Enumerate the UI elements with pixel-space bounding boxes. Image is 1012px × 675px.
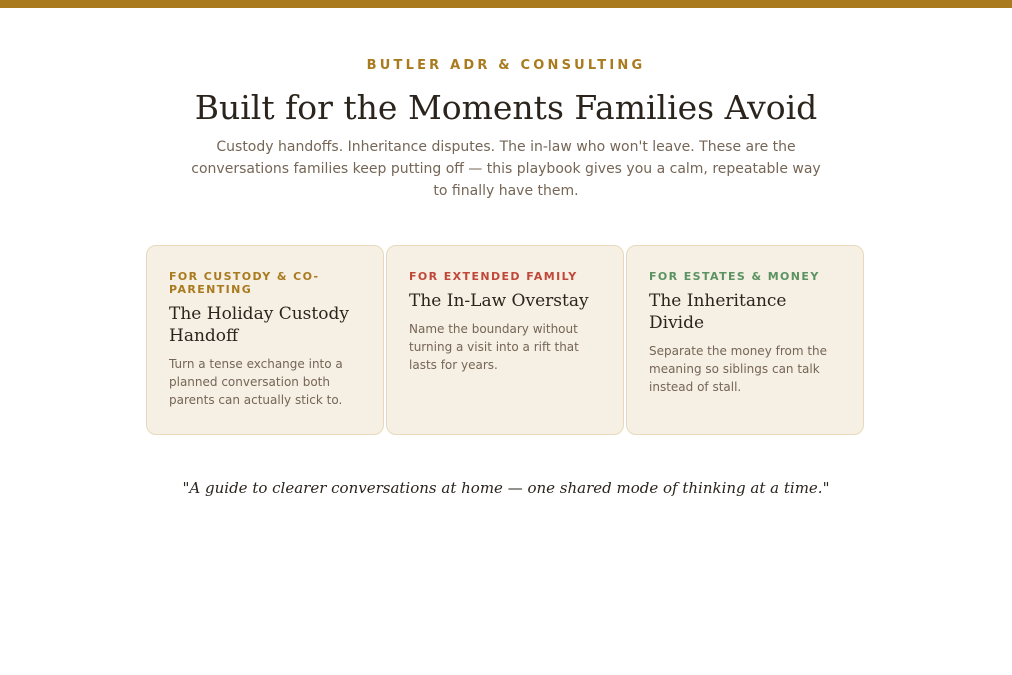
- card-in-law: [386, 245, 624, 435]
- intro-paragraph: Custody handoffs. Inheritance disputes. The in-law who won't leave. These are the conversations families keep putting off — this playbook gives you a calm, repeatable way to finally have them.: [191, 139, 821, 199]
- card-tag: FOR CUSTODY & CO-PARENTING: [169, 270, 320, 296]
- card-title: The Holiday Custody Handoff: [169, 304, 349, 346]
- closing-quote: "A guide to clearer conversations at home — one shared mode of thinking at a time.": [182, 479, 830, 497]
- card-tag: FOR ESTATES & MONEY: [649, 270, 820, 283]
- brand-eyebrow: BUTLER ADR & CONSULTING: [366, 58, 646, 73]
- card-body: Turn a tense exchange into a planned conversation both parents can actually stick to.: [169, 357, 343, 407]
- card-inheritance: [626, 245, 864, 435]
- card-title: The Inheritance Divide: [649, 291, 787, 333]
- page-title: Built for the Moments Families Avoid: [194, 88, 818, 127]
- card-custody: [146, 245, 384, 435]
- card-tag: FOR EXTENDED FAMILY: [409, 270, 578, 283]
- scenario-cards: [146, 245, 866, 437]
- card-body: Name the boundary without turning a visit into a rift that lasts for years.: [409, 322, 579, 372]
- card-body: Separate the money from the meaning so siblings can talk instead of stall.: [649, 344, 828, 394]
- card-title: The In-Law Overstay: [409, 291, 589, 311]
- top-accent-bar: [0, 0, 1012, 8]
